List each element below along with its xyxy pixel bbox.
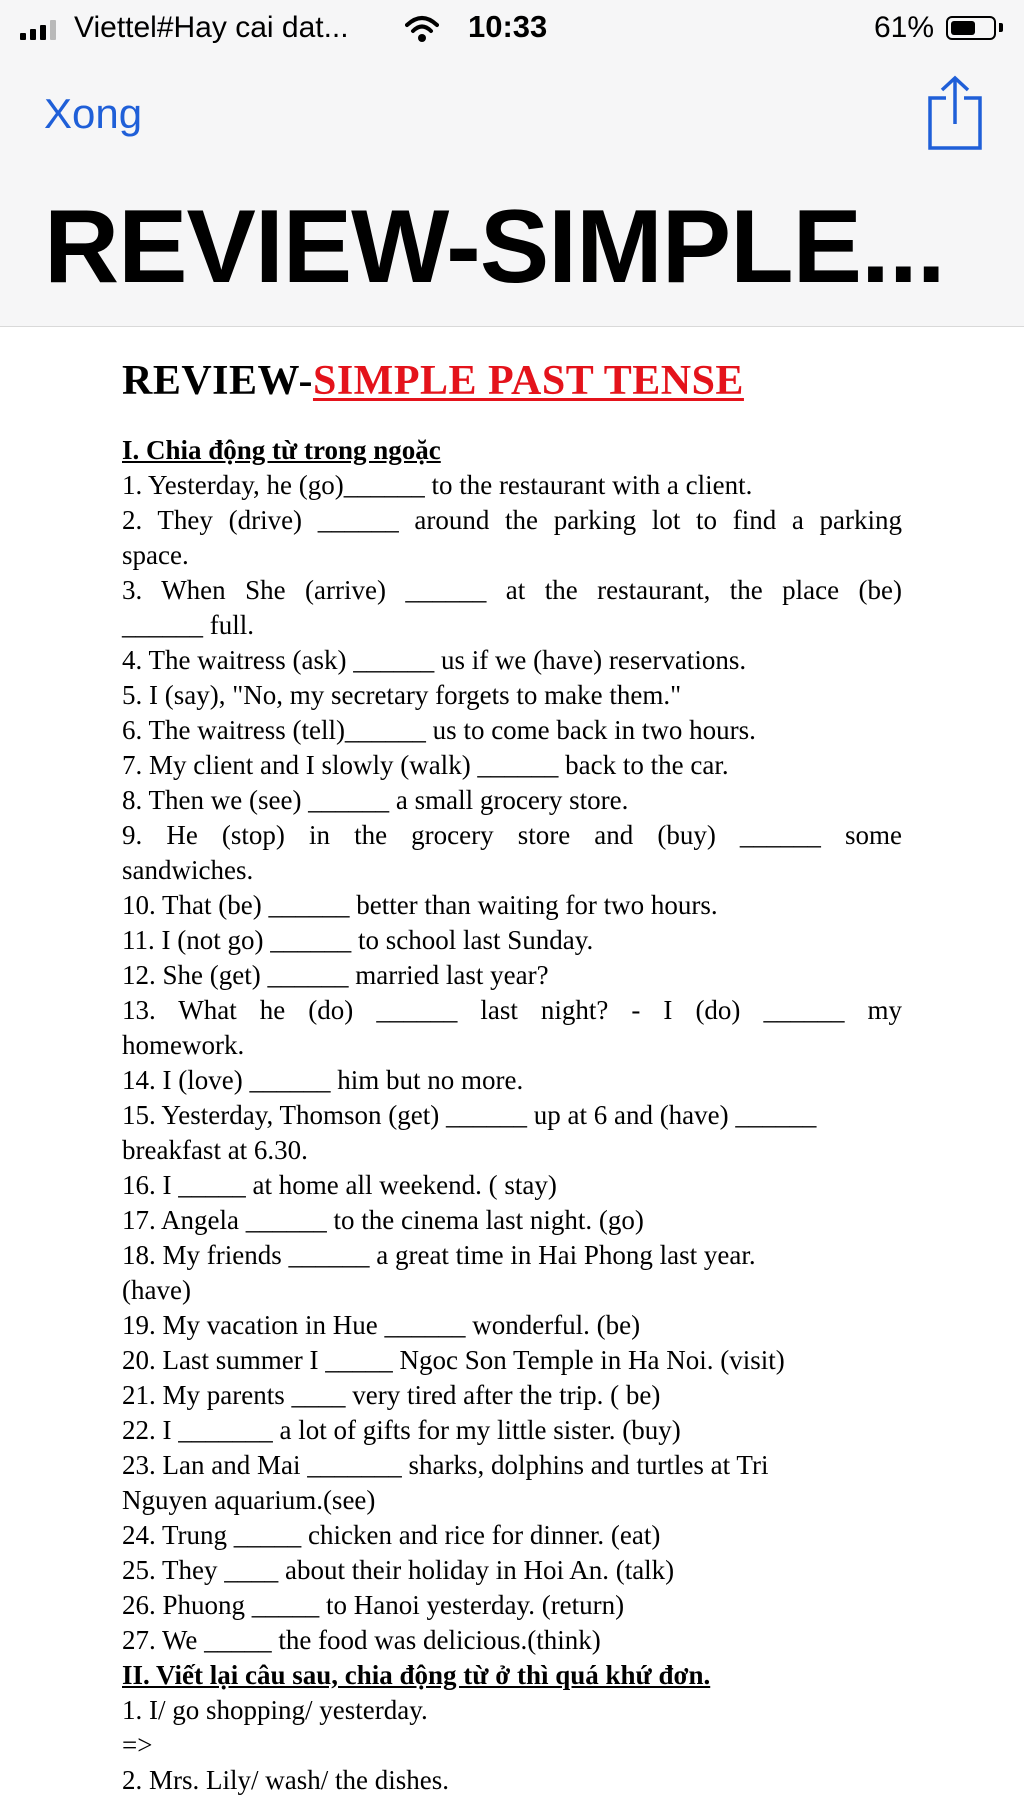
exercise-line: 18. My friends ______ a great time in Hai Phong last year.: [122, 1240, 756, 1270]
clock: 10:33: [468, 9, 548, 44]
battery-percentage: 61%: [874, 11, 935, 44]
exercise-line: 7. My client and I slowly (walk) ______ back to the car.: [122, 750, 729, 780]
document-page: [122, 357, 902, 1798]
exercise-line: 3. When She (arrive) ______ at the restaurant, the place (be): [122, 575, 902, 605]
exercise-line: 15. Yesterday, Thomson (get) ______ up at 6 and (have) ______: [122, 1100, 817, 1130]
exercise-line: 1. I/ go shopping/ yesterday.: [122, 1695, 428, 1725]
exercise-line: 10. That (be) ______ better than waiting for two hours.: [122, 890, 718, 920]
document-title: REVIEW-SIMPLE...: [44, 189, 945, 305]
exercise-line: 6. The waitress (tell)______ us to come back in two hours.: [122, 715, 756, 745]
exercise-line: 13. What he (do) ______ last night? - I (do) ______ my: [122, 995, 902, 1025]
battery-tip: [999, 23, 1003, 32]
exercise-line: 9. He (stop) in the grocery store and (buy) ______ some: [122, 820, 902, 850]
battery-icon: [946, 16, 996, 40]
exercise-line: 14. I (love) ______ him but no more.: [122, 1065, 524, 1095]
exercise-line: 17. Angela ______ to the cinema last night. (go): [122, 1205, 644, 1235]
exercise-line: 11. I (not go) ______ to school last Sunday.: [122, 925, 594, 955]
exercise-line: 21. My parents ____ very tired after the trip. ( be): [122, 1380, 661, 1410]
exercise-list-1: [122, 468, 902, 1658]
exercise-line: sandwiches.: [122, 855, 254, 885]
exercise-line: homework.: [122, 1030, 245, 1060]
exercise-line: 2. They (drive) ______ around the parking lot to find a parking: [122, 505, 902, 535]
carrier-name: Viettel#Hay cai dat...: [74, 11, 349, 44]
exercise-line: breakfast at 6.30.: [122, 1135, 308, 1165]
exercise-line: space.: [122, 540, 189, 570]
exercise-line: 24. Trung _____ chicken and rice for dinner. (eat): [122, 1520, 661, 1550]
exercise-line: 4. The waitress (ask) ______ us if we (have) reservations.: [122, 645, 747, 675]
worksheet-title: [122, 357, 902, 405]
section-heading: I. Chia động từ trong ngoặc: [122, 435, 441, 465]
section-heading: II. Viết lại câu sau, chia động từ ở thì quá khứ đơn.: [122, 1660, 711, 1690]
signal-strength-icon: [20, 20, 56, 40]
top-bar: [0, 0, 1024, 327]
exercise-line: =>: [122, 1730, 153, 1760]
exercise-line: Nguyen aquarium.(see): [122, 1485, 376, 1515]
exercise-line: 12. She (get) ______ married last year?: [122, 960, 549, 990]
exercise-line: ______ full.: [122, 610, 254, 640]
exercise-line: 8. Then we (see) ______ a small grocery store.: [122, 785, 629, 815]
exercise-line: 1. Yesterday, he (go)______ to the restaurant with a client.: [122, 470, 753, 500]
status-bar: [0, 0, 1024, 58]
share-icon[interactable]: [926, 74, 984, 154]
exercise-line: 26. Phuong _____ to Hanoi yesterday. (return): [122, 1590, 625, 1620]
exercise-line: 16. I _____ at home all weekend. ( stay): [122, 1170, 557, 1200]
exercise-line: 20. Last summer I _____ Ngoc Son Temple in Ha Noi. (visit): [122, 1345, 785, 1375]
exercise-line: 5. I (say), "No, my secretary forgets to make them.": [122, 680, 682, 710]
exercise-line: 19. My vacation in Hue ______ wonderful. (be): [122, 1310, 641, 1340]
wifi-icon: [405, 14, 439, 44]
exercise-line: 27. We _____ the food was delicious.(think): [122, 1625, 601, 1655]
exercise-line: (have): [122, 1275, 191, 1305]
done-button[interactable]: Xong: [44, 90, 143, 137]
exercise-line: 25. They ____ about their holiday in Hoi An. (talk): [122, 1555, 675, 1585]
exercise-line: 2. Mrs. Lily/ wash/ the dishes.: [122, 1765, 449, 1795]
exercise-line: 22. I _______ a lot of gifts for my little sister. (buy): [122, 1415, 681, 1445]
exercise-line: 23. Lan and Mai _______ sharks, dolphins and turtles at Tri: [122, 1450, 769, 1480]
battery-level-fill: [951, 21, 975, 35]
exercise-list-2: [122, 1693, 902, 1798]
worksheet-title-prefix: REVIEW-: [122, 358, 313, 404]
worksheet-title-highlight: SIMPLE PAST TENSE: [312, 358, 744, 404]
